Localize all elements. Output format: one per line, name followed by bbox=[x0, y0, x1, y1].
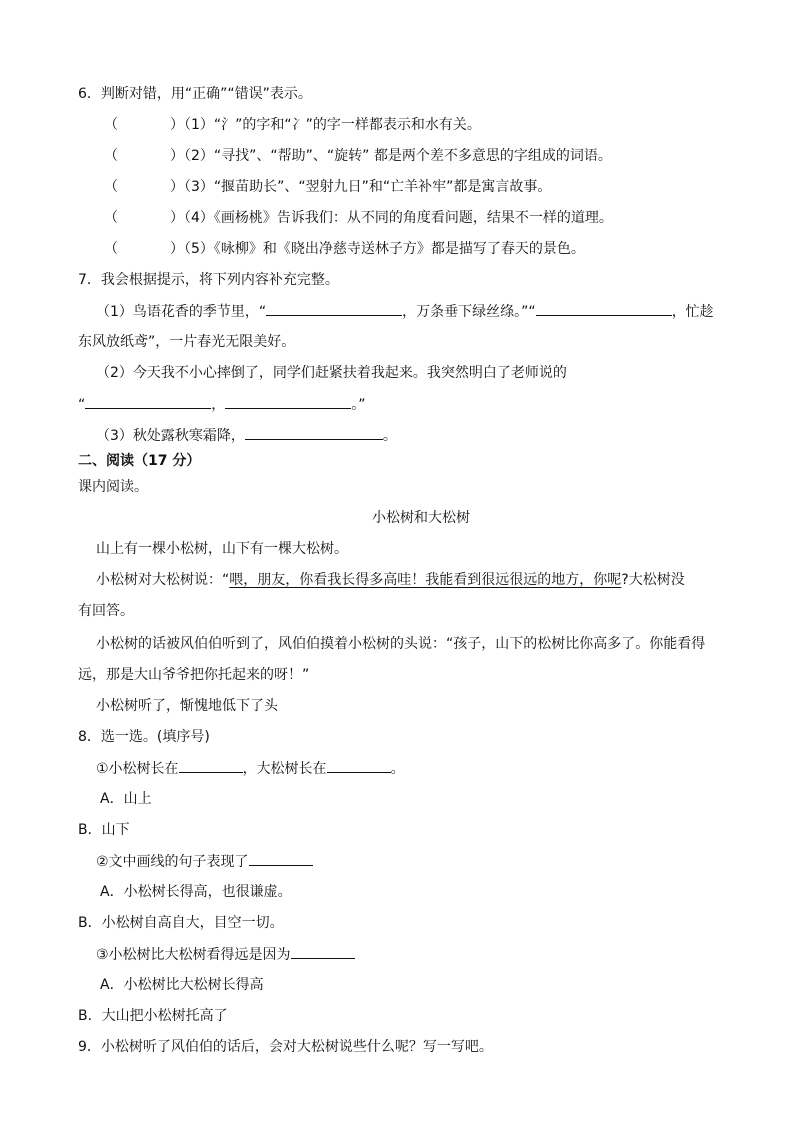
answer-blank[interactable] bbox=[266, 301, 402, 316]
answer-bracket[interactable]: （ ） bbox=[104, 241, 184, 257]
answer-blank[interactable] bbox=[327, 758, 391, 773]
answer-bracket[interactable]: （ ） bbox=[104, 210, 184, 226]
q6-item-5 bbox=[104, 239, 585, 259]
answer-blank[interactable] bbox=[536, 301, 672, 316]
story-paragraph-3-line-1: 小松树的话被风伯伯听到了，风伯伯摸着小松树的头说：“孩子，山下的松树比你高多了。你能看得 bbox=[96, 636, 706, 652]
answer-bracket[interactable]: （ ） bbox=[104, 179, 184, 195]
q6-item-text: （5）《咏柳》和《晓出净慈寺送林子方》都是描写了春天的景色。 bbox=[184, 241, 585, 257]
q6-title: 6．判断对错，用“正确”“错误”表示。 bbox=[78, 86, 312, 102]
answer-bracket[interactable]: （ ） bbox=[104, 117, 184, 133]
q7-part-1-line-1: （1）鸟语花香的季节里，“ ，万条垂下绿丝绦。”“ ，忙趁 bbox=[96, 301, 714, 321]
q6-item-4 bbox=[104, 208, 613, 228]
q7-title: 7．我会根据提示，将下列内容补充完整。 bbox=[78, 272, 339, 288]
q8-sub-1-option-a: A．山上 bbox=[100, 791, 152, 807]
answer-blank[interactable] bbox=[291, 944, 355, 959]
q8-sub-2-option-b: B．小松树自高自大，目空一切。 bbox=[78, 915, 284, 931]
q8-title: 8．选一选。(填序号) bbox=[78, 729, 210, 745]
story-paragraph-2-line-1: 小松树对大松树说：“喂，朋友，你看我长得多高哇！我能看到很远很远的地方，你呢?大松树没 bbox=[96, 572, 685, 588]
section-subheading: 课内阅读。 bbox=[78, 479, 148, 495]
story-title: 小松树和大松树 bbox=[372, 510, 470, 526]
q6-item-text: （4）《画杨桃》告诉我们：从不同的角度看问题，结果不一样的道理。 bbox=[184, 210, 613, 226]
story-paragraph-3-line-2: 远，那是大山爷爷把你托起来的呀！” bbox=[78, 667, 310, 683]
answer-blank[interactable] bbox=[249, 851, 313, 866]
q9-title: 9．小松树听了风伯伯的话后，会对大松树说些什么呢？写一写吧。 bbox=[78, 1039, 493, 1055]
underlined-sentence: 喂，朋友，你看我长得多高哇！我能看到很远很远的地方，你呢 bbox=[229, 572, 622, 588]
q6-item-text: （2）“寻找”、“帮助”、“旋转” 都是两个差不多意思的字组成的词语。 bbox=[184, 148, 612, 164]
story-paragraph-4: 小松树听了，惭愧地低下了头 bbox=[96, 698, 278, 714]
answer-blank[interactable] bbox=[245, 425, 383, 440]
q6-item-2 bbox=[104, 146, 612, 166]
q7-part-3: （3）秋处露秋寒霜降， 。 bbox=[96, 425, 397, 445]
q7-part-2-line-1: （2）今天我不小心摔倒了，同学们赶紧扶着我起来。我突然明白了老师说的 bbox=[96, 365, 567, 381]
q8-sub-1-option-b: B．山下 bbox=[78, 822, 130, 838]
q8-sub-2-option-a: A．小松树长得高，也很谦虚。 bbox=[100, 884, 292, 900]
answer-blank[interactable] bbox=[179, 758, 243, 773]
q6-item-3 bbox=[104, 177, 551, 197]
q6-item-1 bbox=[104, 115, 481, 135]
q8-sub-1: ①小松树长在 ，大松树长在 。 bbox=[96, 758, 405, 778]
q7-part-2-line-2: “ ， 。” bbox=[78, 394, 366, 414]
story-paragraph-2-line-2: 有回答。 bbox=[78, 603, 134, 619]
section-heading: 二、阅读（17 分） bbox=[78, 453, 201, 469]
q6-item-text: （3）“揠苗助长”、“翌射九日”和“亡羊补牢”都是寓言故事。 bbox=[184, 179, 552, 195]
story-paragraph-1: 山上有一棵小松树，山下有一棵大松树。 bbox=[96, 541, 348, 557]
q8-sub-3-option-b: B．大山把小松树托高了 bbox=[78, 1008, 228, 1024]
q8-sub-3: ③小松树比大松树看得远是因为 bbox=[96, 944, 355, 964]
q7-part-1-line-2: 东风放纸鸢”，一片春光无限美好。 bbox=[78, 334, 296, 350]
q6-item-text: （1）“氵”的字和“冫”的字一样都表示和水有关。 bbox=[184, 117, 481, 133]
answer-blank[interactable] bbox=[225, 394, 351, 409]
answer-bracket[interactable]: （ ） bbox=[104, 148, 184, 164]
q8-sub-2: ②文中画线的句子表现了 bbox=[96, 851, 313, 871]
answer-blank[interactable] bbox=[85, 394, 211, 409]
q8-sub-3-option-a: A．小松树比大松树长得高 bbox=[100, 977, 264, 993]
